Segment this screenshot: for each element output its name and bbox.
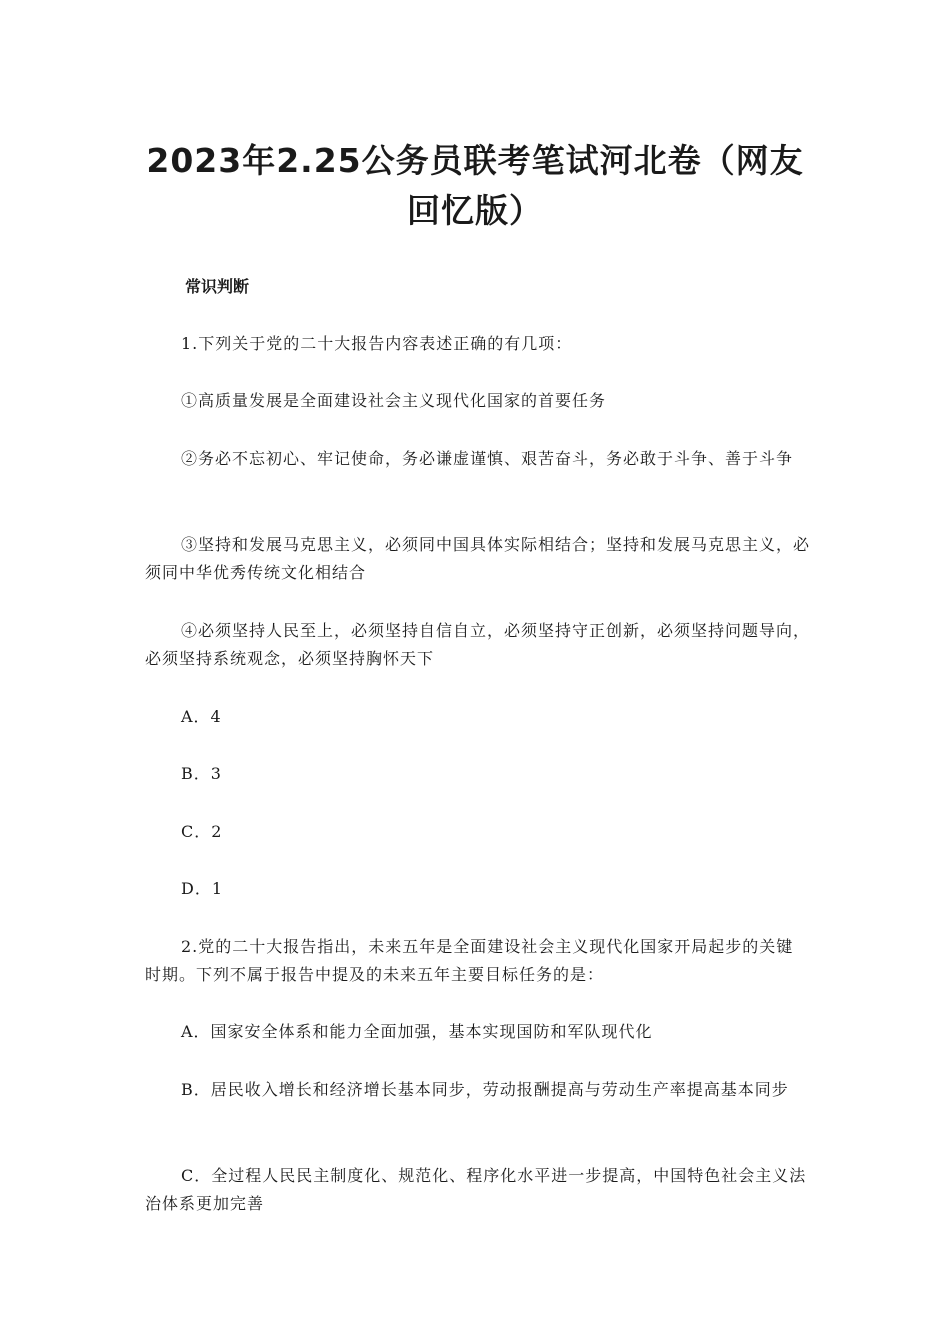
document-title: 2023年2.25公务员联考笔试河北卷（网友回忆版） bbox=[146, 141, 804, 230]
question-2-option-c: C．全过程人民民主制度化、规范化、程序化水平进一步提高，中国特色社会主义法治体系更加完善 bbox=[145, 1166, 807, 1213]
question-2-stem: 2.党的二十大报告指出，未来五年是全面建设社会主义现代化国家开局起步的关键时期。下列不属于报告中提及的未来五年主要目标任务的是： bbox=[145, 937, 794, 984]
question-1-item-1: ①高质量发展是全面建设社会主义现代化国家的首要任务 bbox=[181, 391, 607, 410]
question-1-item-3: ③坚持和发展马克思主义，必须同中国具体实际相结合；坚持和发展马克思主义，必须同中华优秀传统文化相结合 bbox=[145, 535, 811, 582]
question-1-option-d: D．1 bbox=[181, 879, 224, 898]
question-2-option-a: A．国家安全体系和能力全面加强，基本实现国防和军队现代化 bbox=[181, 1022, 653, 1041]
question-1-option-a: A．4 bbox=[181, 707, 222, 726]
question-2-option-b: B．居民收入增长和经济增长基本同步，劳动报酬提高与劳动生产率提高基本同步 bbox=[181, 1080, 789, 1099]
question-1-option-b: B．3 bbox=[181, 764, 222, 783]
section-heading: 常识判断 bbox=[185, 277, 250, 296]
question-1-item-2: ②务必不忘初心、牢记使命，务必谦虚谨慎、艰苦奋斗，务必敢于斗争、善于斗争 bbox=[181, 449, 794, 468]
question-1-option-c: C．2 bbox=[181, 822, 223, 841]
question-1-item-4: ④必须坚持人民至上，必须坚持自信自立，必须坚持守正创新，必须坚持问题导向，必须坚持系统观念，必须坚持胸怀天下 bbox=[145, 621, 811, 668]
question-1-stem: 1.下列关于党的二十大报告内容表述正确的有几项： bbox=[181, 334, 573, 353]
